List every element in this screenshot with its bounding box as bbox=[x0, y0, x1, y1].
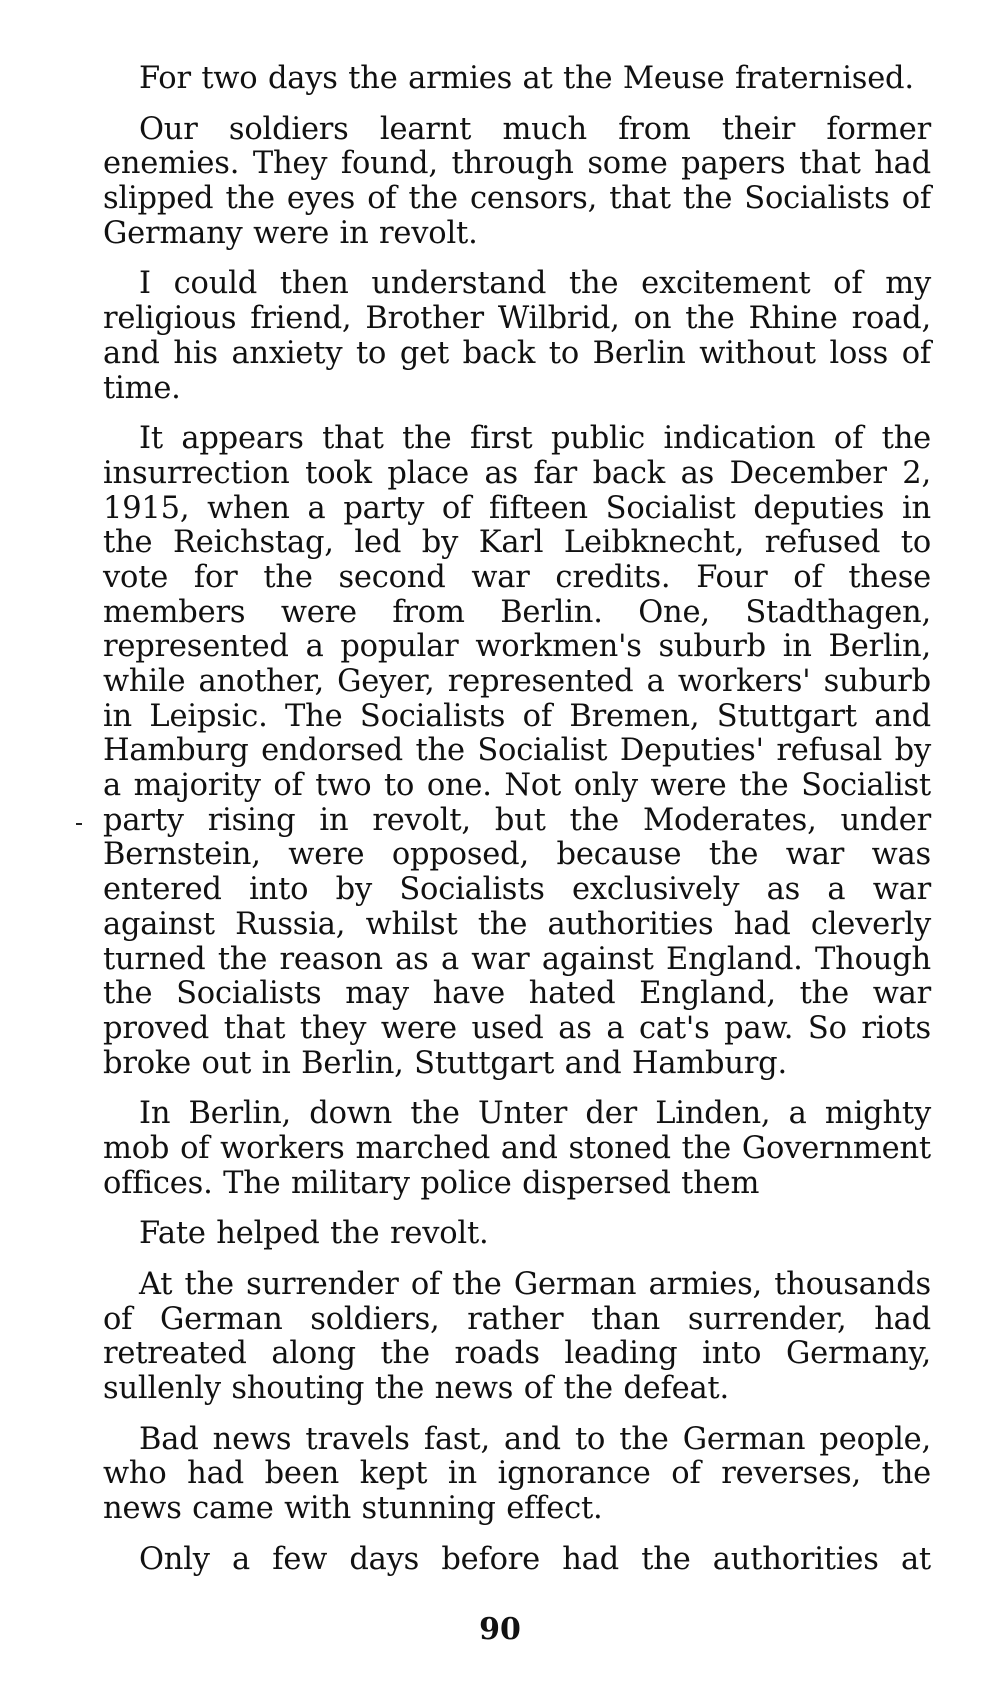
paragraph: It appears that the first public indication of the insurrection took place as far back as December 2, 1915, when a party of fifteen Socialist deputies in the Reichstag, led by Karl Leibknecht, refused to vote for the second war credits. Four of these members were from Berlin. One, Stadthagen, represented a popular workmen's suburb in Berlin, while another, Geyer, represented a workers' suburb in Leipsic. The Socialists of Bremen, Stuttgart and Hamburg endorsed the Socialist Deputies' refusal by a majority of two to one. Not only were the Socialist party rising in revolt, but the Moderates, under Bernstein, were opposed, because the war was entered into by Socialists exclusively as a war against Russia, whilst the authorities had cleverly turned the reason as a war against England. Though the Socialists may have hated England, the war proved that they were used as a cat's paw. So riots broke out in Berlin, Stuttgart and Hamburg. bbox=[103, 421, 931, 1081]
paragraph: At the surrender of the German armies, thousands of German soldiers, rather than surrender, had retreated along the roads leading into Germany, sullenly shouting the news of the defeat. bbox=[103, 1267, 931, 1407]
page-number: 90 bbox=[479, 1612, 521, 1647]
paragraph: In Berlin, down the Unter der Linden, a mighty mob of workers marched and stoned the Government offices. The military police dispersed them bbox=[103, 1096, 931, 1201]
margin-mark bbox=[76, 823, 82, 825]
paragraph: Bad news travels fast, and to the German people, who had been kept in ignorance of reverses, the news came with stunning effect. bbox=[103, 1421, 931, 1527]
paragraph: For two days the armies at the Meuse fraternised. bbox=[139, 61, 914, 96]
paragraph: I could then understand the excitement of my religious friend, Brother Wilbrid, on the Rhine road, and his anxiety to get back to Berlin without loss of time. bbox=[103, 266, 931, 406]
body-text bbox=[103, 62, 931, 1594]
paragraph: Only a few days before had the authorities at bbox=[139, 1541, 931, 1577]
paragraph: Fate helped the revolt. bbox=[139, 1216, 489, 1252]
paragraph: Our soldiers learnt much from their former enemies. They found, through some papers that had slipped the eyes of the censors, that the Socialists of Germany were in revolt. bbox=[103, 111, 931, 251]
